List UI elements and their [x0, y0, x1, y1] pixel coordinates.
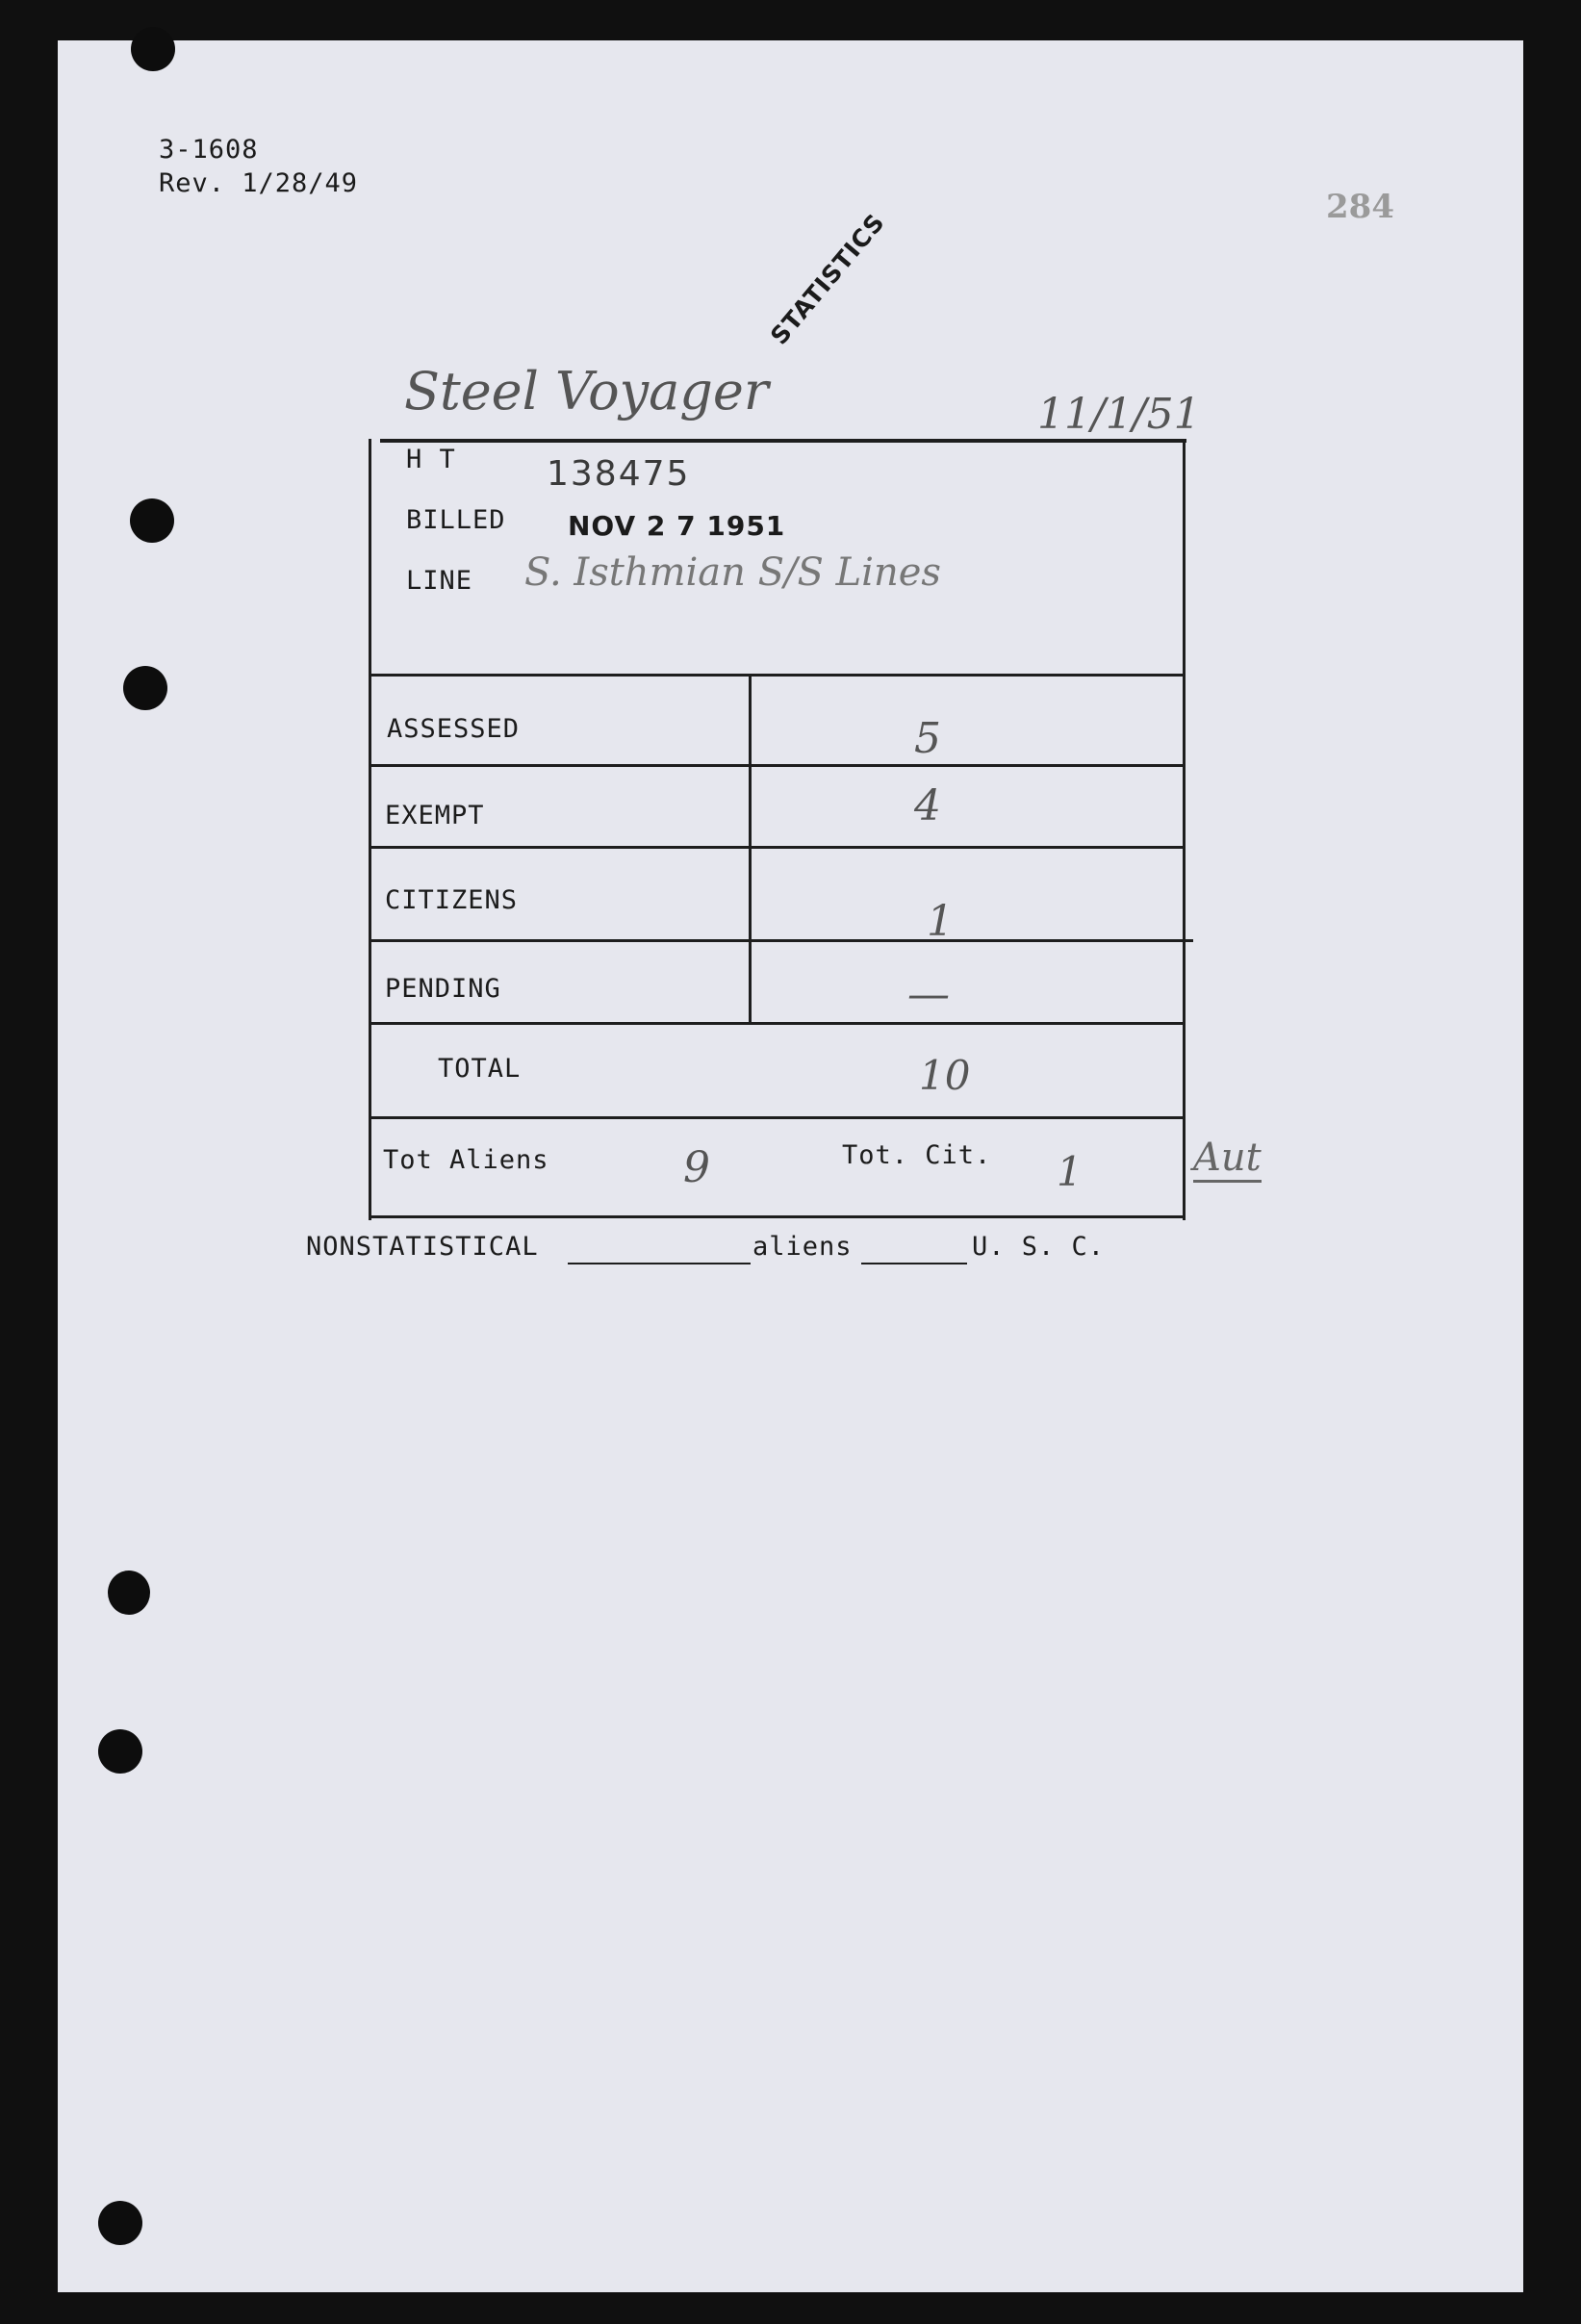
assessed-value: 5 — [914, 714, 941, 763]
citizens-label: CITIZENS — [385, 885, 519, 915]
billed-label: BILLED — [406, 505, 506, 535]
punch-hole — [108, 1571, 150, 1615]
assessed-label: ASSESSED — [387, 714, 521, 744]
tot-cit-value: 1 — [1057, 1148, 1083, 1195]
nonstat-aliens-label: aliens — [752, 1232, 853, 1262]
punch-hole — [123, 666, 167, 710]
table-column-divider — [749, 674, 752, 1023]
page-number: 284 — [1326, 188, 1394, 226]
table-divider — [370, 939, 1193, 942]
nonstatistical-blank — [568, 1263, 751, 1264]
table-top-border — [380, 439, 1186, 443]
pending-label: PENDING — [385, 974, 501, 1004]
form-revision: Rev. 1/28/49 — [159, 168, 359, 198]
exempt-value: 4 — [914, 781, 941, 830]
exempt-label: EXEMPT — [385, 801, 485, 830]
line-label: LINE — [406, 566, 473, 596]
table-divider — [370, 1022, 1186, 1025]
table-right-border — [1183, 439, 1186, 1220]
vessel-name: Steel Voyager — [404, 361, 769, 421]
pending-value: — — [907, 970, 950, 1019]
initials-signature: Aut — [1193, 1136, 1262, 1183]
punch-hole — [131, 27, 175, 71]
table-divider — [370, 764, 1186, 767]
tot-aliens-label: Tot Aliens — [383, 1145, 549, 1175]
table-divider — [370, 674, 1186, 677]
aliens-blank — [861, 1263, 967, 1264]
table-divider — [370, 846, 1186, 849]
form-number: 3-1608 — [159, 135, 259, 165]
usc-label: U. S. C. — [972, 1232, 1106, 1262]
statistics-stamp: STATISTICS — [765, 208, 891, 350]
tot-cit-label: Tot. Cit. — [842, 1140, 992, 1170]
document-page — [58, 40, 1523, 2292]
table-bottom-border — [370, 1215, 1186, 1218]
ht-value: 138475 — [547, 454, 691, 494]
total-value: 10 — [919, 1052, 971, 1099]
punch-hole — [130, 498, 174, 543]
citizens-value: 1 — [927, 897, 954, 946]
nonstatistical-label: NONSTATISTICAL — [306, 1232, 539, 1262]
total-label: TOTAL — [438, 1054, 522, 1084]
punch-hole — [98, 2201, 142, 2245]
billed-date-stamp: NOV 2 7 1951 — [568, 510, 786, 542]
table-divider — [370, 1116, 1186, 1119]
ht-label: H T — [406, 445, 456, 474]
punch-hole — [98, 1729, 142, 1774]
table-left-border — [369, 439, 371, 1220]
line-value: S. Isthmian S/S Lines — [524, 550, 941, 595]
tot-aliens-value: 9 — [683, 1143, 710, 1192]
header-date: 11/1/51 — [1037, 390, 1201, 439]
